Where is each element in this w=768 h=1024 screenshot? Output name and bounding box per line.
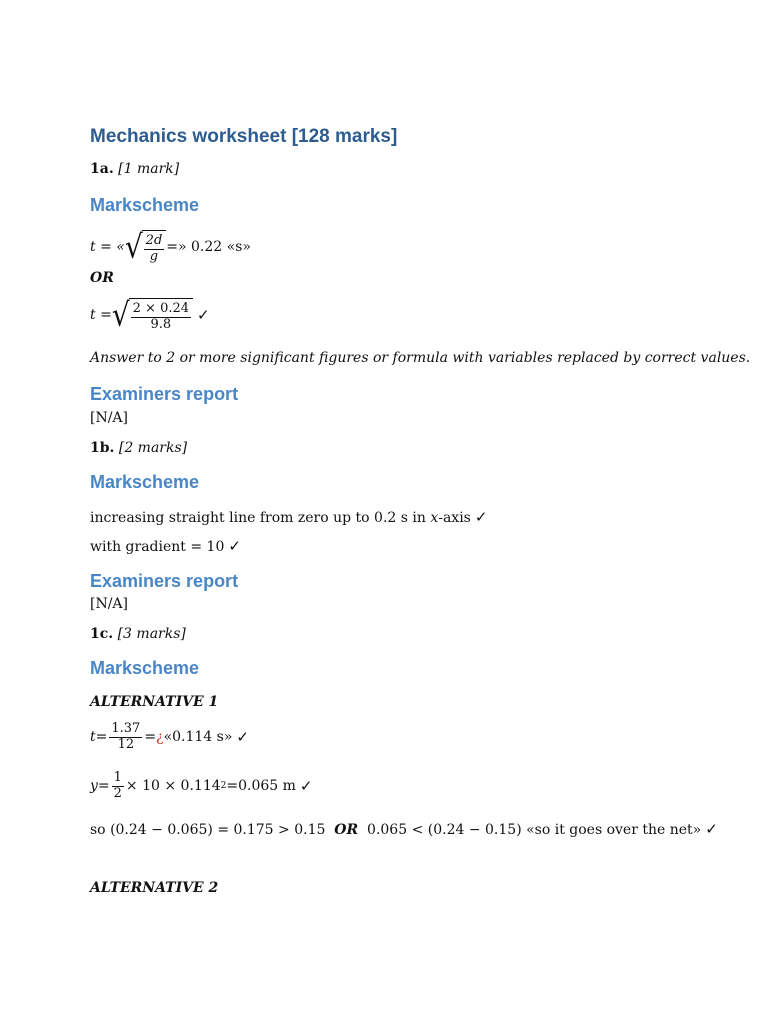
alternative-2-label: ALTERNATIVE 2 [90, 880, 219, 896]
check-icon: ✓ [236, 728, 249, 747]
equation-1c-2: y= $\frac{1}{2}$ × 10 × 0.114 2 =0.065 m ✓ [90, 770, 313, 801]
question-number: 1c. [90, 626, 114, 642]
alternative-1-label: ALTERNATIVE 1 [90, 694, 219, 710]
markscheme-heading: Markscheme [90, 195, 200, 215]
equation-1a-1: t = « √ $\frac{2d}{g}$ =» 0.22 «s» [90, 227, 251, 266]
question-number: 1b. [90, 440, 115, 456]
page-title: Mechanics worksheet [128 marks] [90, 126, 398, 147]
markscheme-line: increasing straight line from zero up to 0.2 s in x-axis ✓ [90, 508, 488, 526]
question-marks: [1 mark] [118, 161, 180, 177]
square-root: √ $\frac{2 \times 0.24}{9.8}$ [112, 298, 193, 333]
square-root: √ $\frac{2d}{g}$ [125, 230, 166, 265]
markscheme-line: so (0.24 − 0.065) = 0.175 > 0.15 OR 0.065 < (0.24 − 0.15) «so it goes over the net» ✓ [90, 820, 718, 838]
check-icon: ✓ [197, 306, 210, 325]
check-icon: ✓ [299, 777, 313, 796]
question-marks: [2 marks] [118, 440, 188, 456]
examiners-report-text: [N/A] [90, 596, 129, 612]
check-icon: ✓ [474, 508, 488, 526]
markscheme-note: Answer to 2 or more significant figures or formula with variables replaced by correct values. [90, 350, 751, 366]
equation-1c-1: t= $\frac{1.37}{12}$ = ¿ «0.114 s» ✓ [90, 721, 249, 752]
examiners-report-heading: Examiners report [90, 571, 239, 591]
check-icon: ✓ [705, 820, 718, 838]
examiners-report-heading: Examiners report [90, 384, 239, 404]
or-label: OR [90, 270, 114, 286]
markscheme-heading: Markscheme [90, 658, 200, 678]
question-1a-label [90, 161, 179, 177]
question-number: 1a. [90, 161, 114, 177]
equation-1a-2: t = √ $\frac{2 \times 0.24}{9.8}$ ✓ [90, 295, 210, 334]
markscheme-line: with gradient = 10 ✓ [90, 537, 241, 555]
question-marks: [3 marks] [117, 626, 186, 642]
check-icon: ✓ [228, 537, 241, 555]
question-1c-label [90, 626, 186, 642]
question-1b-label [90, 440, 187, 456]
examiners-report-text: [N/A] [90, 410, 129, 426]
markscheme-heading: Markscheme [90, 472, 200, 492]
